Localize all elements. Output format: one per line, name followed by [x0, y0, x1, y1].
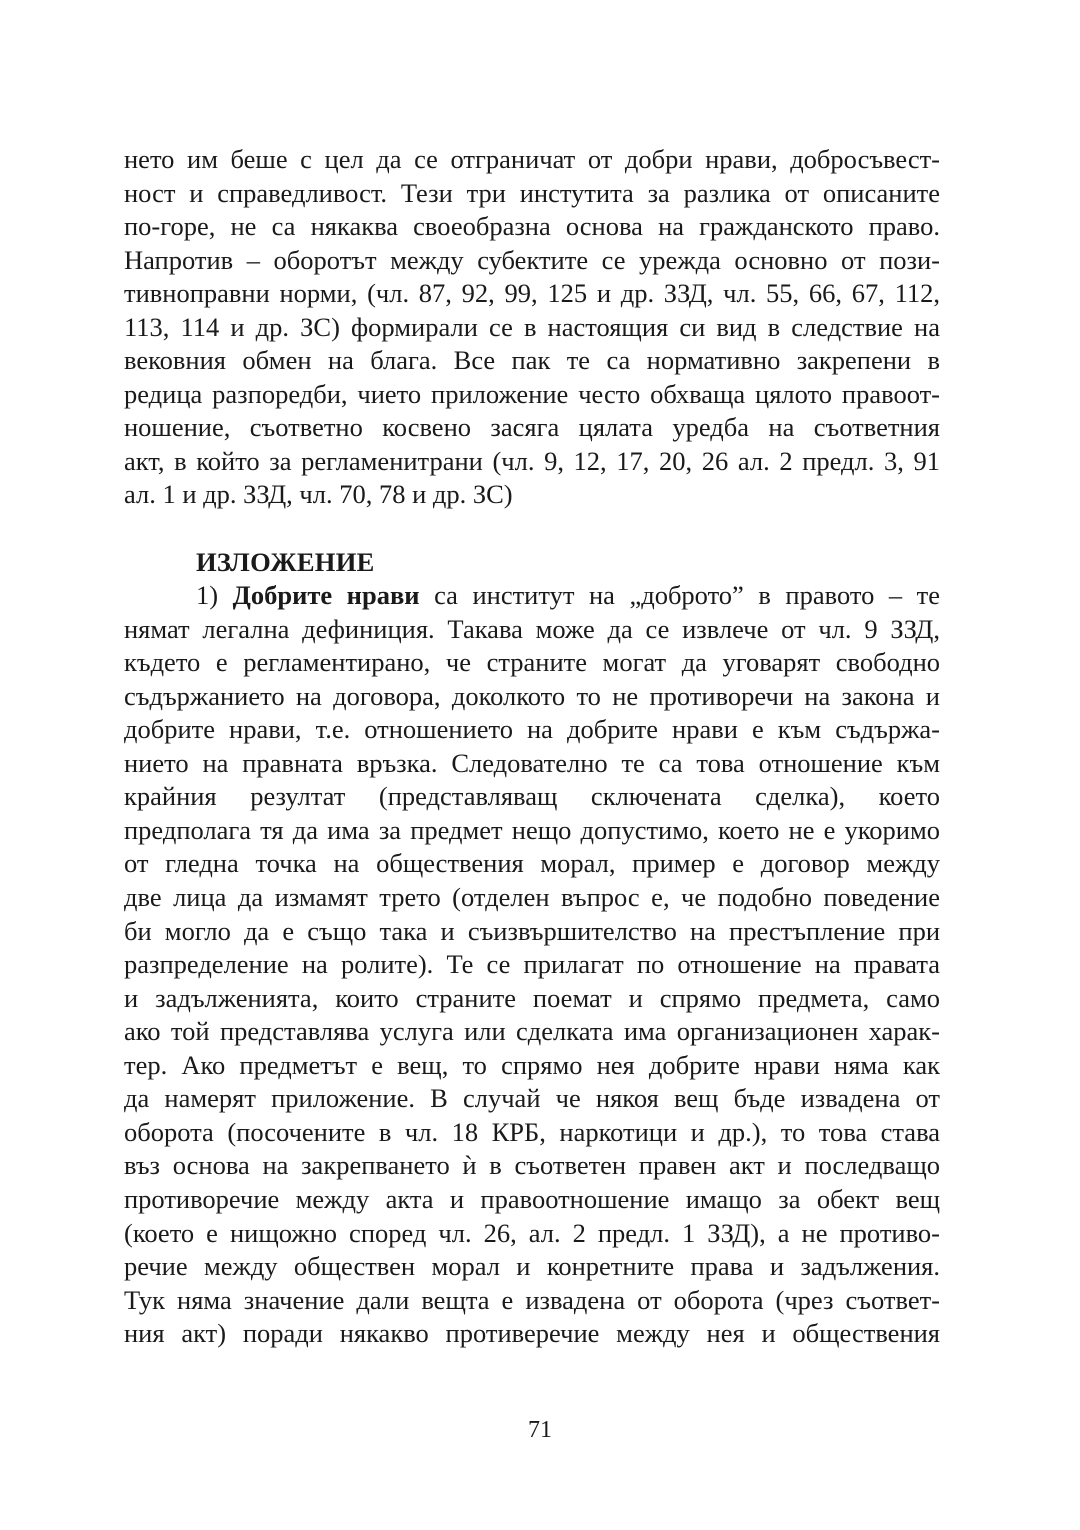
text-line-first — [124, 579, 940, 613]
text-line: 113, 114 и др. ЗС) формирали се в настоящия си вид в следствие на — [124, 311, 940, 342]
text-line: предполага тя да има за предмет нещо допустимо, което не е укоримо — [124, 814, 940, 845]
text-line: и задълженията, които страните поемат и спрямо предмета, само — [124, 982, 940, 1013]
text-line: две лица да измамят трето (отделен въпрос е, че подобно поведение — [124, 882, 940, 913]
text-line: Тук няма значение дали вещта е извадена от оборота (чрез съответ- — [124, 1284, 940, 1315]
text-line: нямат легална дефиниция. Такава може да се извлече от чл. 9 ЗЗД, — [124, 613, 940, 644]
text-line: акт, в който за регламенитрани (чл. 9, 12, 17, 20, 26 ал. 2 предл. 3, 91 — [124, 445, 940, 476]
text-line: речие между обществен морал и конретните права и задължения. — [124, 1251, 940, 1282]
text-line: от гледна точка на обществения морал, пример е договор между — [124, 848, 940, 879]
list-number: 1) — [196, 580, 233, 611]
page-body — [124, 143, 940, 1351]
text-line: ния акт) поради някакво противеречие между нея и обществения — [124, 1318, 940, 1349]
text-line: Напротив – оборотът между субектите се урежда основно от пози- — [124, 244, 940, 275]
text-line: нето им беше с цел да се отграничат от добри нрави, добросъвест- — [124, 144, 940, 174]
text-line: ал. 1 и др. ЗЗД, чл. 70, 78 и др. ЗС) — [124, 479, 513, 510]
text-line: противоречие между акта и правоотношение имащо за обект вещ — [124, 1183, 940, 1214]
text-line: крайния резултат (представляващ сключената сделка), което — [124, 781, 940, 812]
section-heading: ИЗЛОЖЕНИЕ — [196, 546, 375, 577]
text-line: нието на правната връзка. Следователно те са това отношение към — [124, 747, 940, 778]
text-line: съдържанието на договора, доколкото то не противоречи на закона и — [124, 680, 940, 711]
text-line: ношение, съответно косвено засяга цялата уредба на съответния — [124, 412, 940, 443]
intro-paragraph — [124, 143, 940, 512]
bold-term: Добрите нрави — [232, 580, 420, 611]
text-line: вековния обмен на блага. Все пак те са нормативно закрепени в — [124, 345, 940, 376]
text-line: ако той представлява услуга или сделката има организационен харак- — [124, 1016, 940, 1047]
text-line: да намерят приложение. В случай че някоя вещ бъде извадена от — [124, 1083, 940, 1114]
text-line: оборота (посочените в чл. 18 КРБ, наркотици и др.), то това става — [124, 1116, 940, 1147]
text-line: разпределение на ролите). Те се прилагат по отношение на правата — [124, 949, 940, 980]
section-paragraph — [124, 579, 940, 1351]
text-line: тивноправни норми, (чл. 87, 92, 99, 125 и др. ЗЗД, чл. 55, 66, 67, 112, — [124, 278, 940, 309]
page-number: 71 — [528, 1417, 552, 1443]
text-line: ност и справедливост. Тези три инстутита за разлика от описаните — [124, 177, 940, 208]
text-line: където е регламентирано, че страните могат да уговарят свободно — [124, 647, 940, 678]
text-line: въз основа на закрепването ѝ в съответен правен акт и последващо — [124, 1150, 940, 1181]
text-line: (което е нищожно според чл. 26, ал. 2 предл. 1 ЗЗД), а не противо- — [124, 1217, 940, 1248]
text-run: са институт на „доброто” в правото – те — [419, 580, 941, 611]
text-line: би могло да е също така и съизвършителство на престъпление при — [124, 915, 940, 946]
paragraph-spacer — [124, 512, 940, 546]
text-line: редица разпоредби, чието приложение често обхваща цялото правоот- — [124, 378, 940, 409]
text-line: по-горе, не са някаква своеобразна основа на гражданското право. — [124, 211, 940, 242]
text-line: добрите нрави, т.е. отношението на добрите нрави е към съдържа- — [124, 714, 940, 745]
text-line: тер. Ако предметът е вещ, то спрямо нея добрите нрави няма как — [124, 1049, 940, 1080]
